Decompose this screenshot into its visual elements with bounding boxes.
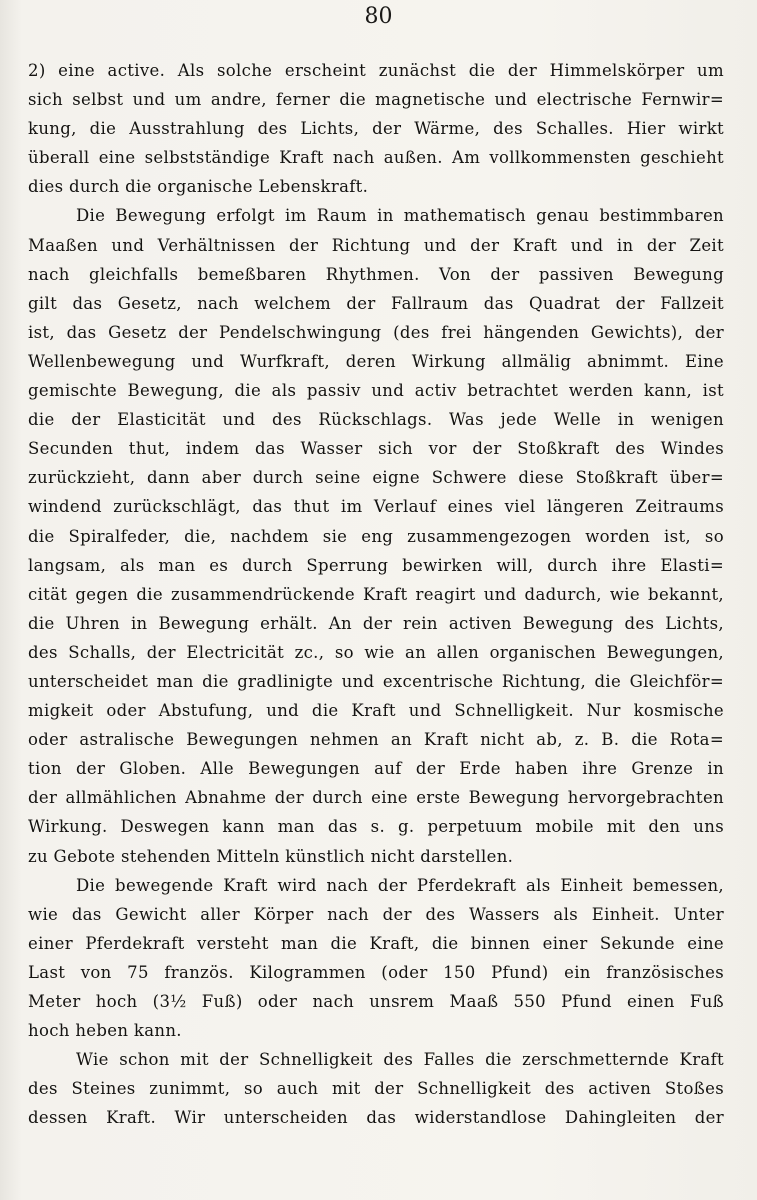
text-line: dessen Kraft. Wir unterscheiden das widerstandlose Dahingleiten der — [28, 1108, 724, 1128]
text-line: windend zurückschlägt, das thut im Verlauf eines viel längeren Zeitraums — [28, 497, 724, 517]
paragraph-4 — [28, 1045, 724, 1132]
paragraph-1 — [28, 56, 724, 201]
page-number: 80 — [364, 4, 393, 29]
text-line: langsam, als man es durch Sperrung bewirken will, durch ihre Elasti= — [28, 555, 724, 575]
text-line: tion der Globen. Alle Bewegungen auf der Erde haben ihre Grenze in — [28, 759, 724, 779]
text-line: sich selbst und um andre, ferner die magnetische und electrische Fernwir= — [28, 90, 724, 110]
text-line: Last von 75 französ. Kilogrammen (oder 150 Pfund) ein französisches — [28, 962, 724, 982]
text-line: die der Elasticität und des Rückschlags. Was jede Welle in wenigen — [28, 410, 724, 430]
text-line: Wellenbewegung und Wurfkraft, deren Wirkung allmälig abnimmt. Eine — [28, 351, 724, 371]
text-line: Die bewegende Kraft wird nach der Pferdekraft als Einheit bemessen, — [76, 875, 724, 895]
text-line: die Uhren in Bewegung erhält. An der rein activen Bewegung des Lichts, — [28, 613, 724, 633]
text-line: Die Bewegung erfolgt im Raum in mathematisch genau bestimmbaren — [76, 206, 724, 226]
text-line: des Schalls, der Electricität zc., so wie an allen organischen Bewegungen, — [28, 642, 724, 662]
text-line: Maaßen und Verhältnissen der Richtung und der Kraft und in der Zeit — [28, 235, 724, 255]
text-line: überall eine selbstständige Kraft nach außen. Am vollkommensten geschieht — [28, 148, 724, 168]
text-line: gemischte Bewegung, die als passiv und activ betrachtet werden kann, ist — [28, 381, 724, 401]
text-line: Wirkung. Deswegen kann man das s. g. perpetuum mobile mit den uns — [28, 817, 724, 837]
text-line: dies durch die organische Lebenskraft. — [28, 177, 369, 197]
text-line: nach gleichfalls bemeßbaren Rhythmen. Von der passiven Bewegung — [28, 264, 724, 284]
paragraph-3 — [28, 871, 724, 1046]
text-line: der allmählichen Abnahme der durch eine erste Bewegung hervorgebrachten — [28, 788, 724, 808]
text-line: Secunden thut, indem das Wasser sich vor der Stoßkraft des Windes — [28, 439, 724, 459]
text-line: unterscheidet man die gradlinigte und excentrische Richtung, die Gleichför= — [28, 671, 724, 691]
text-line: cität gegen die zusammendrückende Kraft reagirt und dadurch, wie bekannt, — [28, 584, 724, 604]
paragraph-2 — [28, 201, 724, 870]
text-line: gilt das Gesetz, nach welchem der Fallraum das Quadrat der Fallzeit — [28, 293, 724, 313]
text-line: die Spiralfeder, die, nachdem sie eng zusammengezogen worden ist, so — [28, 526, 724, 546]
text-line: hoch heben kann. — [28, 1021, 182, 1041]
text-line: zu Gebote stehenden Mitteln künstlich nicht darstellen. — [28, 846, 514, 866]
text-line: des Steines zunimmt, so auch mit der Schnelligkeit des activen Stoßes — [28, 1079, 724, 1099]
text-line: ist, das Gesetz der Pendelschwingung (des frei hängenden Gewichts), der — [28, 322, 724, 342]
text-line: einer Pferdekraft versteht man die Kraft, die binnen einer Sekunde eine — [28, 933, 724, 953]
text-line: migkeit oder Abstufung, und die Kraft und Schnelligkeit. Nur kosmische — [28, 701, 724, 721]
text-line: zurückzieht, dann aber durch seine eigne Schwere diese Stoßkraft über= — [28, 468, 724, 488]
text-line: Wie schon mit der Schnelligkeit des Falles die zerschmetternde Kraft — [76, 1050, 724, 1070]
text-line: wie das Gewicht aller Körper nach der des Wassers als Einheit. Unter — [28, 904, 724, 924]
body-text — [28, 56, 724, 1132]
text-line: Meter hoch (3½ Fuß) oder nach unsrem Maaß 550 Pfund einen Fuß — [28, 992, 724, 1011]
text-line: 2) eine active. Als solche erscheint zunächst die der Himmelskörper um — [28, 61, 724, 80]
text-line: oder astralische Bewegungen nehmen an Kraft nicht ab, z. B. die Rota= — [28, 730, 724, 750]
text-line: kung, die Ausstrahlung des Lichts, der Wärme, des Schalles. Hier wirkt — [28, 119, 724, 139]
